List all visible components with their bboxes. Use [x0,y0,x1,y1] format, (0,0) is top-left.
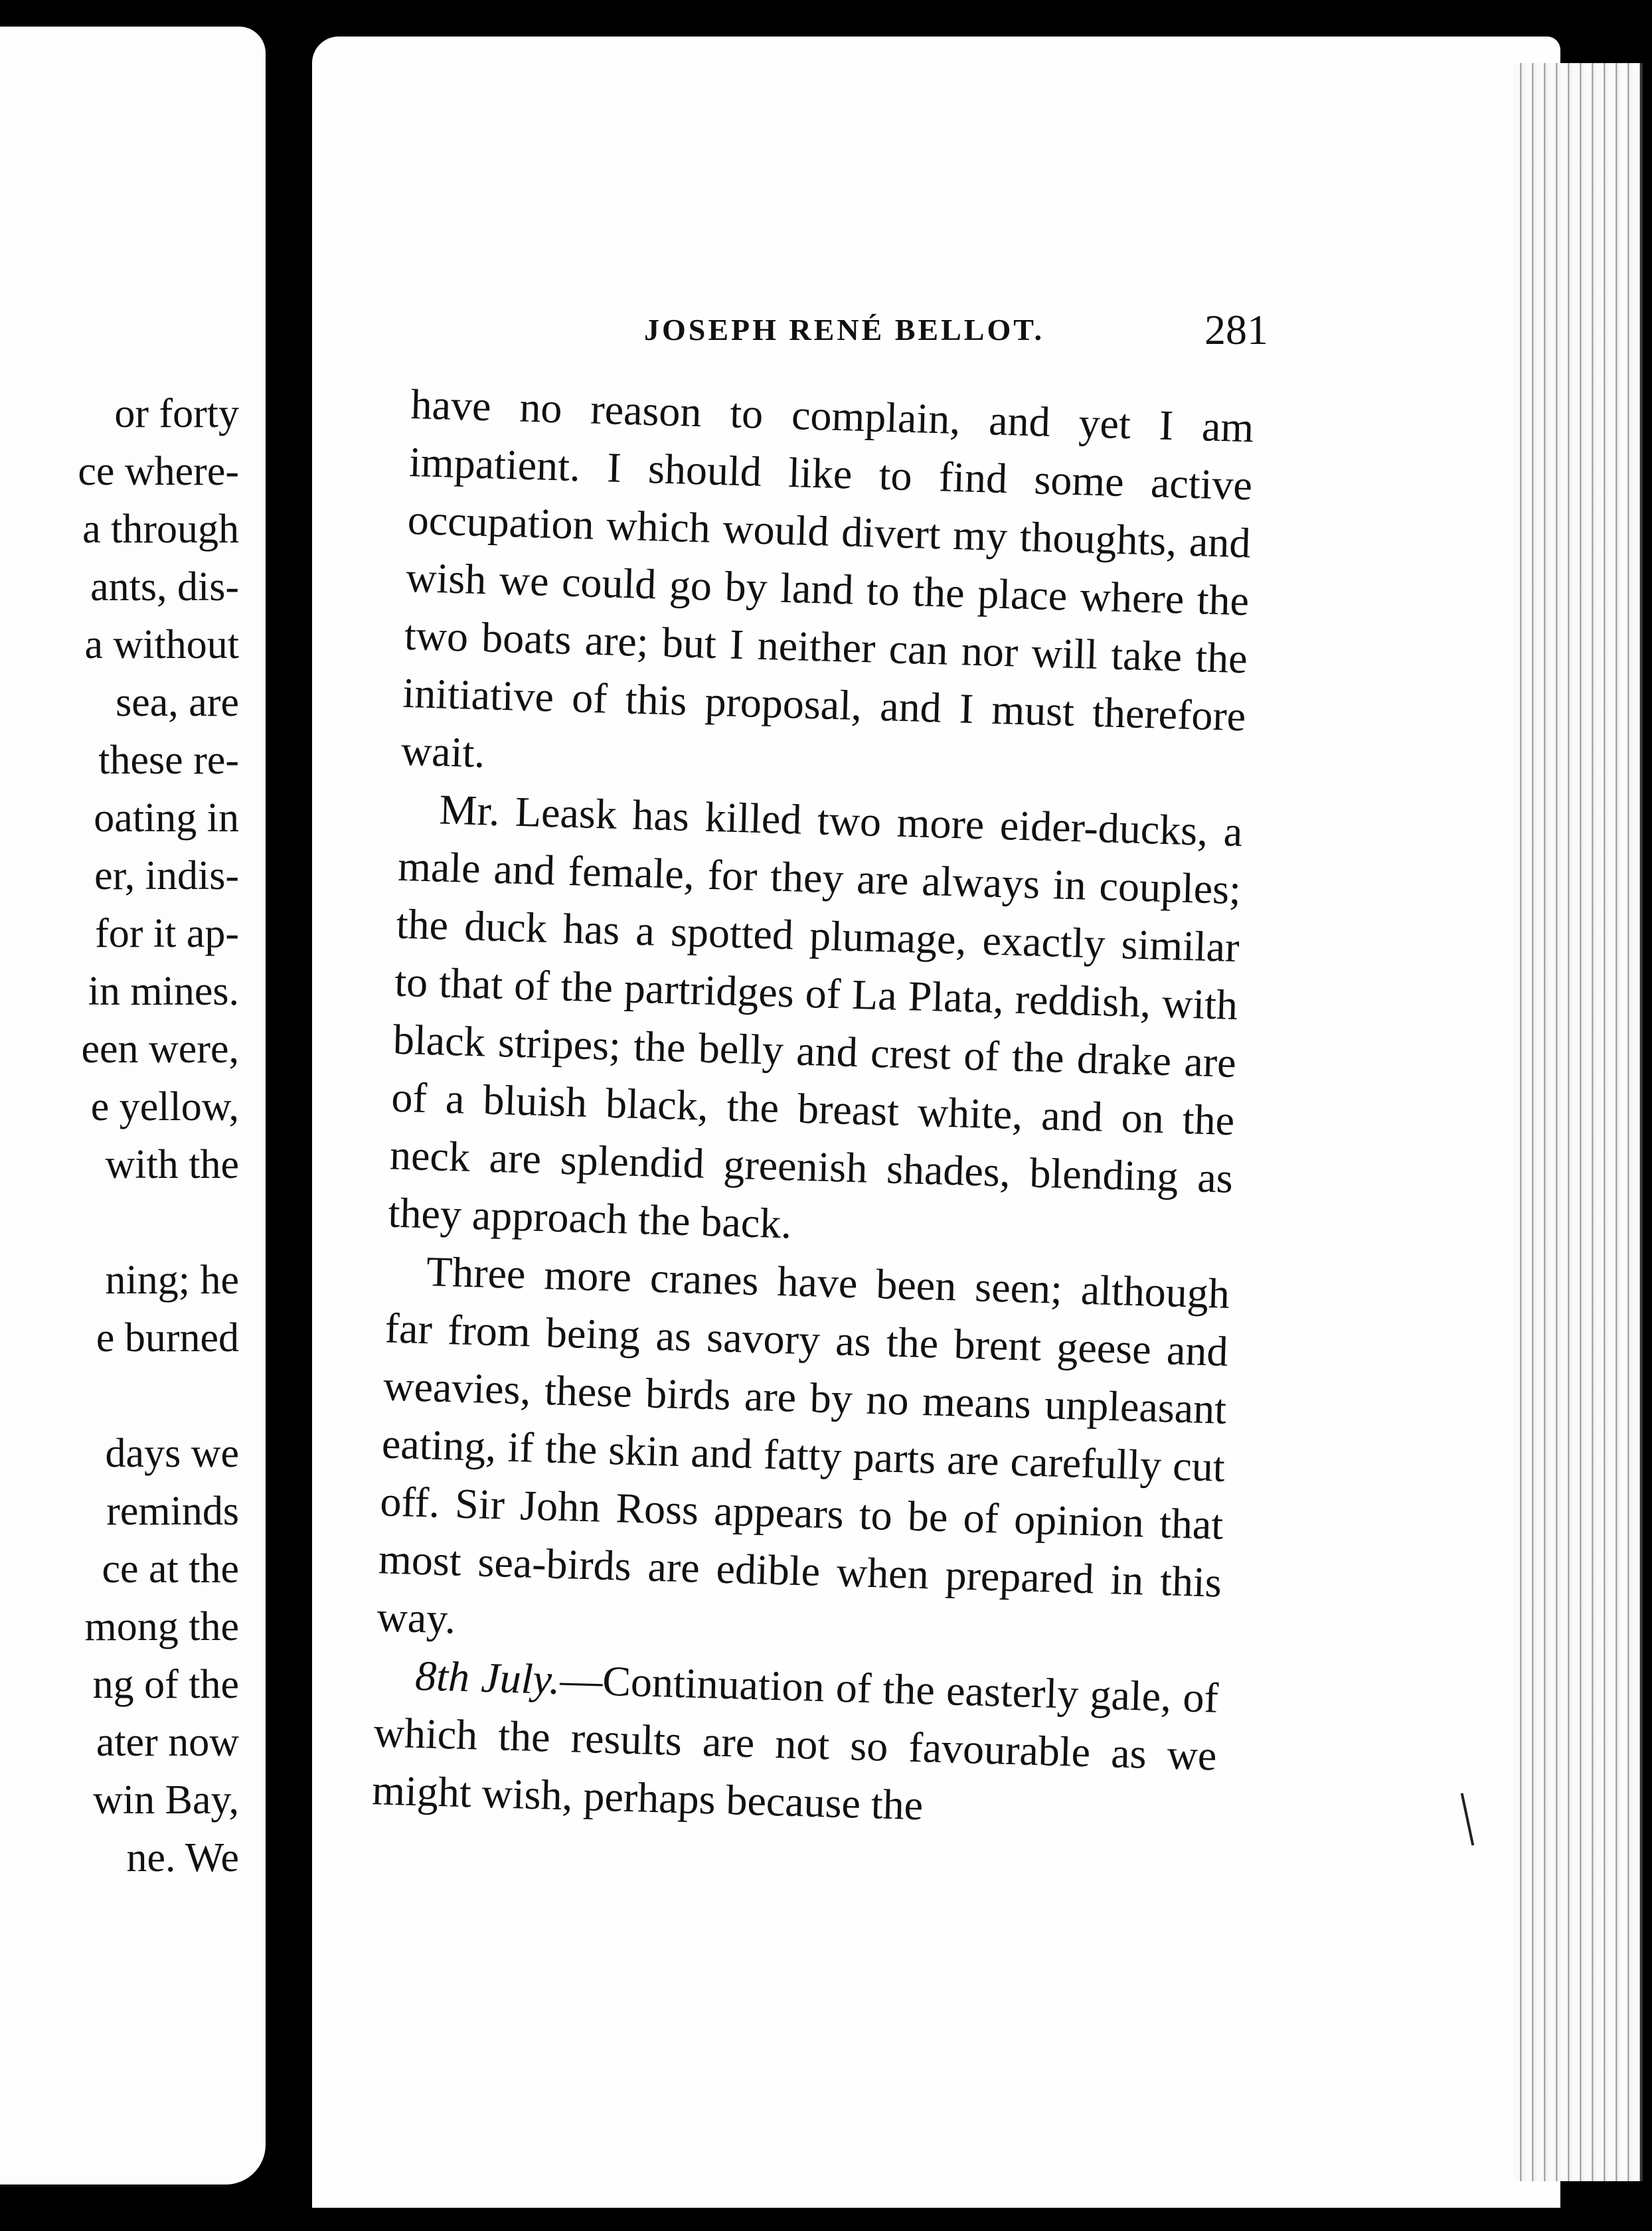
entry-date: 8th July. [414,1651,561,1703]
left-line: ants, dis- [90,564,239,610]
left-line: a without [84,622,239,667]
left-line: in mines. [88,969,239,1014]
left-line: for it ap- [95,911,239,956]
left-line: e yellow, [90,1084,239,1129]
left-line: ater now [96,1720,239,1765]
page-number: 281 [1204,306,1268,353]
left-line: or forty [114,391,239,436]
running-head: JOSEPH RENÉ BELLOT. [644,313,1045,347]
entry-text: —Continuation of the easterly gale, of which the results are not so favourable as we might wish, perhaps because the [371,1656,1219,1829]
paragraph: Mr. Leask has killed two more eider-ducks, a male and female, for they are always in couples; the duck has a spotted plumage, exactly similar to that of the partridges of La Plata, reddish, with black stripes; the belly and crest of the drake are of a bluish black, the breast white, and on the neck are splendid greenish shades, blending as they approach the back. [387,785,1244,1248]
left-line: ce at the [102,1546,239,1592]
left-line [78,1194,239,1252]
left-line: ning; he [105,1258,239,1303]
left-page-text [78,385,239,1887]
paragraph: have no reason to complain, and yet I am impatient. I should like to find some active occupation which would divert my thoughts, and wish we could go by land to the place where the two boats are; but I neither can nor will take the initiative of this proposal, and I must therefore wait. [400,380,1255,777]
left-line: mong the [84,1604,239,1649]
left-line: een were, [81,1027,239,1072]
left-line: these re- [98,738,239,783]
left-page [0,27,266,2185]
left-line: ng of the [92,1662,239,1707]
paragraph: Three more cranes have been seen; although far from being as savory as the brent geese and weavies, these birds are by no means unpleasant eating, if the skin and fatty parts are carefully cut off. Sir John Ross appears to be of opinion that most sea-birds are edible when prepared in this way. [376,1248,1230,1643]
left-line: sea, are [116,680,239,725]
left-line: reminds [106,1489,239,1534]
left-line: a through [82,507,239,552]
left-line [78,1367,239,1425]
left-line: e burned [96,1315,239,1361]
left-line: ne. We [126,1835,239,1880]
left-line: with the [105,1142,239,1187]
body-text [371,375,1254,1843]
page-edges [1514,63,1643,2181]
page-header [644,306,1268,359]
left-line: ce where- [78,449,239,494]
left-line: days we [105,1431,239,1476]
book-gutter [266,0,312,2231]
dated-entry [371,1645,1219,1842]
left-line: er, indis- [94,853,239,898]
left-line: oating in [94,795,239,841]
left-line: win Bay, [93,1777,239,1823]
